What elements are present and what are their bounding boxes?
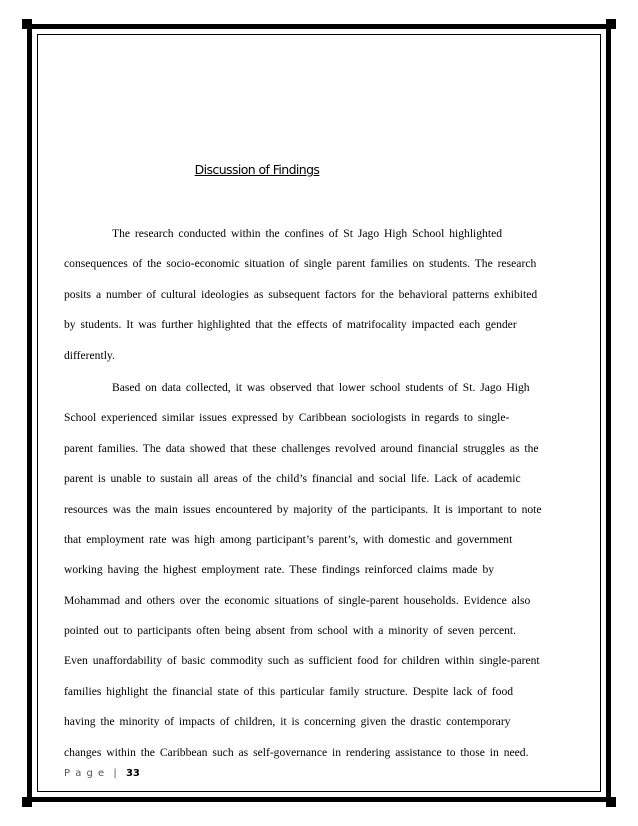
paragraph-line: resources was the main issues encountered by majority of the participants. It is important to note <box>64 502 542 516</box>
paragraph-line: parent is unable to sustain all areas of the child’s financial and social life. Lack of academic <box>64 472 521 486</box>
paragraph-line: pointed out to participants often being absent from school with a minority of seven percent. <box>64 624 517 638</box>
section-heading-wrapper <box>0 162 638 177</box>
corner-ornament-bottom-right <box>606 797 616 807</box>
corner-ornament-top-left <box>22 19 32 29</box>
paragraph-line: posits a number of cultural ideologies as subsequent factors for the behavioral patterns exhibited <box>64 287 538 301</box>
corner-ornament-bottom-left <box>22 797 32 807</box>
paragraph-line: having the minority of impacts of children, it is concerning given the drastic contemporary <box>64 715 511 729</box>
paragraph-line: that employment rate was high among participant’s parent’s, with domestic and government <box>64 532 513 546</box>
paragraph-1 <box>64 219 576 371</box>
page-label: P a g e <box>64 768 106 779</box>
page-footer <box>64 768 140 779</box>
paragraph-line: Even unaffordability of basic commodity such as sufficient food for children within single-parent <box>64 654 540 668</box>
paragraph-line: The research conducted within the confines of St Jago High School highlighted <box>112 227 503 240</box>
paragraph-line: School experienced similar issues expressed by Caribbean sociologists in regards to single- <box>64 411 510 425</box>
section-heading: Discussion of Findings <box>194 162 320 177</box>
footer-separator: | <box>113 768 118 779</box>
paragraph-line: consequences of the socio-economic situation of single parent families on students. The research <box>64 257 537 271</box>
paragraph-line: differently. <box>64 348 115 362</box>
paragraph-line: by students. It was further highlighted that the effects of matrifocality impacted each gender <box>64 318 517 332</box>
paragraph-line: Mohammad and others over the economic situations of single-parent households. Evidence also <box>64 593 531 607</box>
corner-ornament-top-right <box>606 19 616 29</box>
paragraph-2 <box>64 373 576 768</box>
paragraph-line: parent families. The data showed that these challenges revolved around financial struggles as the <box>64 441 539 455</box>
paragraph-line: Based on data collected, it was observed that lower school students of St. Jago High <box>112 380 530 394</box>
paragraph-line: families highlight the financial state of this particular family structure. Despite lack of food <box>64 684 514 698</box>
page-number: 33 <box>125 768 140 779</box>
paragraph-line: changes within the Caribbean such as self-governance in rendering assistance to those in need. <box>64 745 529 759</box>
paragraph-line: working having the highest employment rate. These findings reinforced claims made by <box>64 563 495 577</box>
body-text <box>64 219 576 768</box>
